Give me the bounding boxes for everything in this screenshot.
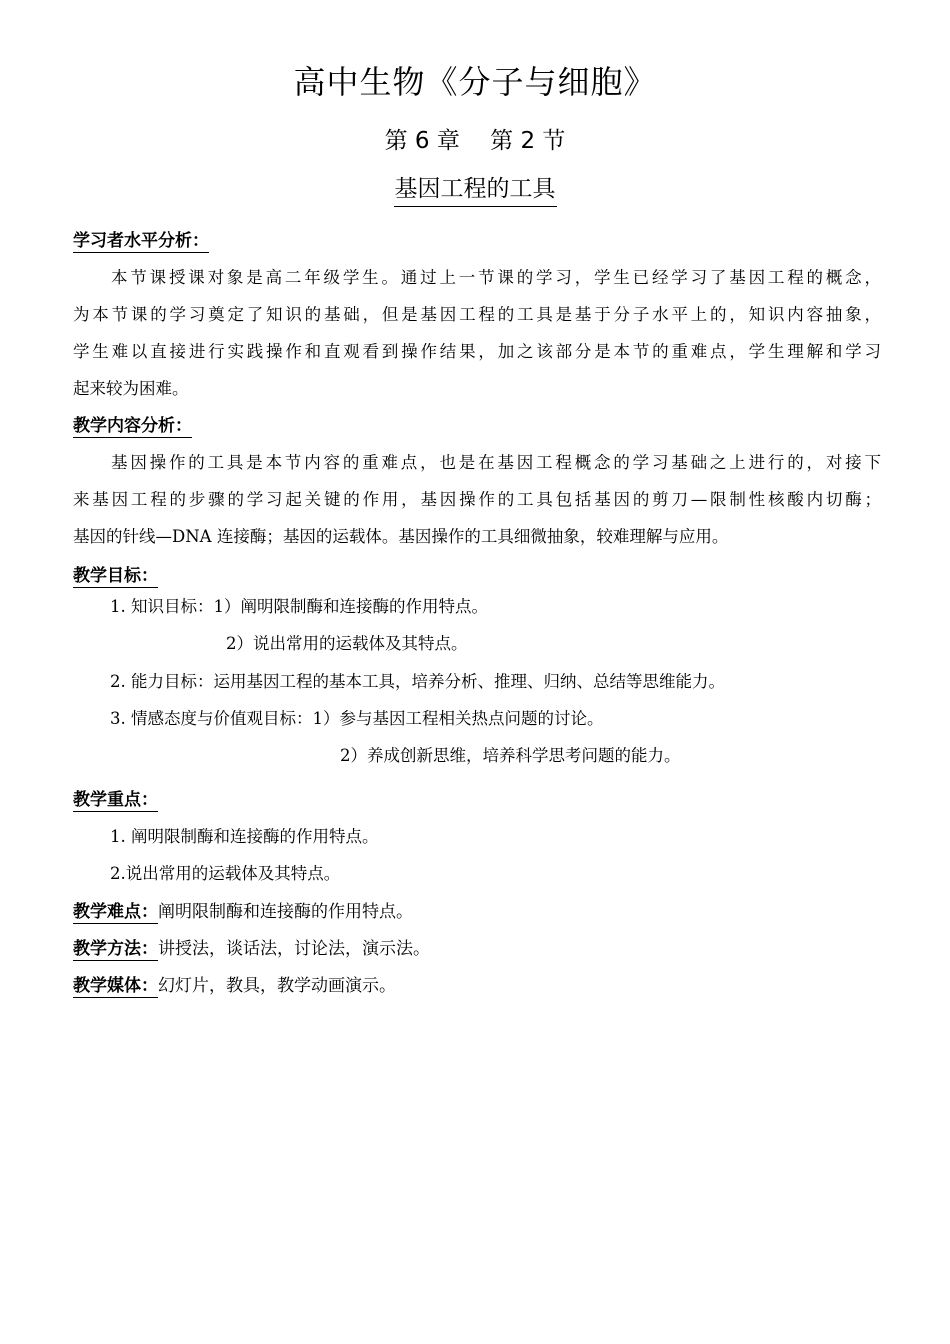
paragraph-line: 学生难以直接进行实践操作和直观看到操作结果，加之该部分是本节的重难点，学生理解和学习: [73, 342, 881, 361]
heading-label: 教学媒体：: [73, 976, 158, 996]
learner-analysis-paragraph: [73, 259, 881, 407]
difficulty-text: 阐明限制酶和连接酶的作用特点。: [158, 902, 413, 922]
chapter-section: 第 6 章 第 2 节: [384, 128, 566, 154]
content-analysis-heading: [73, 414, 192, 438]
paragraph-line: 为本节课的学习奠定了知识的基础，但是基因工程的工具是基于分子水平上的，知识内容抽象，: [73, 305, 881, 324]
paragraph-line: 基因操作的工具是本节内容的重难点，也是在基因工程概念的学习基础之上进行的，对接下: [111, 453, 881, 472]
heading-label: 教学内容分析：: [73, 416, 192, 436]
content-analysis-paragraph: [73, 444, 881, 555]
lesson-title: 基因工程的工具: [394, 173, 557, 207]
heading-label: 学习者水平分析：: [73, 231, 209, 251]
paragraph-line: 本节课授课对象是高二年级学生。通过上一节课的学习，学生已经学习了基因工程的概念，: [111, 268, 881, 287]
media-row: [73, 974, 396, 998]
objective-item: 2）说出常用的运载体及其特点。: [226, 634, 468, 653]
objective-item: 1. 知识目标：1）阐明限制酶和连接酶的作用特点。: [110, 597, 488, 616]
paragraph-line: 起来较为困难。: [73, 379, 189, 398]
key-point-item: 1. 阐明限制酶和连接酶的作用特点。: [110, 827, 379, 846]
methods-text: 讲授法，谈话法，讨论法，演示法。: [158, 939, 430, 959]
lesson-title-wrap: [0, 173, 950, 207]
key-points-heading: [73, 788, 158, 812]
learner-analysis-heading: [73, 229, 209, 253]
heading-label: 教学方法：: [73, 939, 158, 959]
document-title: 高中生物《分子与细胞》: [293, 63, 657, 101]
paragraph-line: 基因的针线—DNA 连接酶；基因的运载体。基因操作的工具细微抽象，较难理解与应用。: [73, 527, 729, 546]
heading-label: 教学难点：: [73, 902, 158, 922]
key-point-item: 2.说出常用的运载体及其特点。: [110, 864, 341, 883]
objective-item: 2）养成创新思维，培养科学思考问题的能力。: [340, 746, 681, 765]
heading-label: 教学目标：: [73, 566, 158, 586]
objective-item: 2. 能力目标：运用基因工程的基本工具，培养分析、推理、归纳、总结等思维能力。: [110, 672, 725, 691]
media-text: 幻灯片，教具，教学动画演示。: [158, 976, 396, 996]
methods-row: [73, 937, 430, 961]
heading-label: 教学重点：: [73, 790, 158, 810]
difficulty-row: [73, 900, 413, 924]
objective-item: 3. 情感态度与价值观目标：1）参与基因工程相关热点问题的讨论。: [110, 709, 604, 728]
objectives-heading: [73, 564, 158, 588]
paragraph-line: 来基因工程的步骤的学习起关键的作用，基因操作的工具包括基因的剪刀—限制性核酸内切酶；: [73, 490, 881, 509]
